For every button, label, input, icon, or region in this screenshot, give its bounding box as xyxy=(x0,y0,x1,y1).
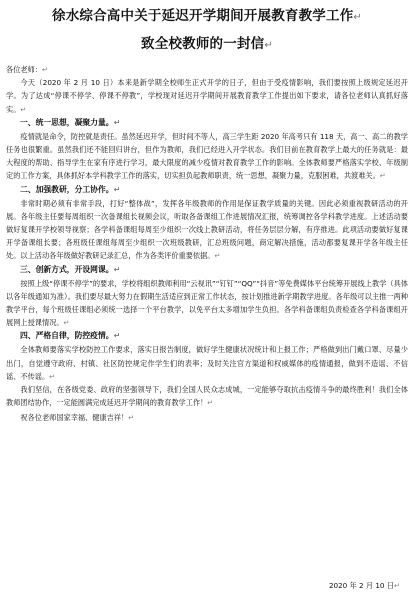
letter-title-line2: 致全校教师的一封信↵ xyxy=(141,36,273,52)
section-heading-2: 二、加强教研，分工协作。↵ xyxy=(20,184,121,194)
section-body-2: 非常时期必须有非常手段，打好“整体战”，发挥各年级教师的作用是保证教学质量的关键。因此必须重视教研活动的开展。各年级主任要每周组织一次备课组长视频会议，听取各备课组工作进展情况汇报，统筹调控各学科教学进度。上述活动要做好复课开学校领导视察；各学科备课组每周至少组织一次线上教研活动，将任务层层分解，有序推进。此项活动要做好复课开学备课组长要；各班级任课组每周至少组织一次班级教研，汇总班级问题，商定解决措施，活动都要复课开学各年级主任处。以上活动各年级做好教研记录汇总，作为各类评价重要依据。↵ xyxy=(6,198,408,261)
closing-paragraph: 我们坚信，在各级党委、政府的坚强领导下，我们全国人民众志成城，一定能够夺取抗击疫情斗争的最终胜利！我们全体教师团结协作，一定能圆满完成延迟开学期间的教育教学工作！↵ xyxy=(6,385,408,408)
greeting: 各位老师：↵ xyxy=(6,65,48,74)
letter-date: 2020 年 2 月 10 日↵ xyxy=(328,581,400,590)
section-body-1: 疫情就是命令，防控就是责任。虽然延迟开学，但时间不等人，高三学生距 2020 年高考只有 118 天，高一、高二的教学任务也很繁重。虽然我们还不能回归讲台，但作为教师，我们已经进入开学状态。我们目前在教育教学上最大的任务就是：最大程度的帮助、指导学生在家有序进行学习，最大限度的减少疫情对教育教学工作的影响。全体教师要严格落实学校、年级制定的工作方案，具体抓好本学科教学工作的落实，切实担负起教师职责，统一思想，凝聚力量，克服困难，共渡难关。↵ xyxy=(6,131,408,181)
section-heading-4: 四、严格自律，防控疫情。↵ xyxy=(20,331,121,341)
letter-title-line1: 徐水综合高中关于延迟开学期间开展教育教学工作↵ xyxy=(52,8,362,24)
intro-paragraph: 今天（2020 年 2 月 10 日）本来是新学期全校师生正式开学的日子，但由于受疫情影响，我们要按照上级规定延迟开学。为了达成“停课不停学、停课不停教”，学校现对延迟开学期间开展教育教学工作提出如下要求，请各位老师认真抓好落实。↵ xyxy=(6,78,408,114)
wishes-line: 祝各位老师国家幸福、健康吉祥！↵ xyxy=(20,413,135,423)
section-heading-1: 一、统一思想，凝聚力量。↵ xyxy=(20,117,121,127)
section-body-4: 全体教师要落实学校防控工作要求，落实日报告制度，做好学生健康状况统计和上报工作；严格做到出门戴口罩、尽量少出门，自觉遵守政府、村镇、社区防控规定作学生们的表率；及时关注官方渠道和权威媒体的疫情通报，做到不造谣、不信谣、不传谣。↵ xyxy=(6,345,408,381)
section-heading-3: 三、创新方式，开设网课。↵ xyxy=(20,264,121,274)
section-body-3: 按照上级“停课不停学”的要求，学校将组织教师利用“云视讯”“钉钉”“QQ”“抖音”等免费媒体平台统筹开展线上教学（具体以各年级通知为准）。我们要尽最大努力在假期生活适应到正常工作状态，按计划推进新学期教学进度。各年级可以主推一两种教学平台，每个班级任课组必须统一选择一个平台教学，以免平台太多增加学生负担。各学科备课组负责检查各学科备课组开展网上授课情况。↵ xyxy=(6,278,408,328)
